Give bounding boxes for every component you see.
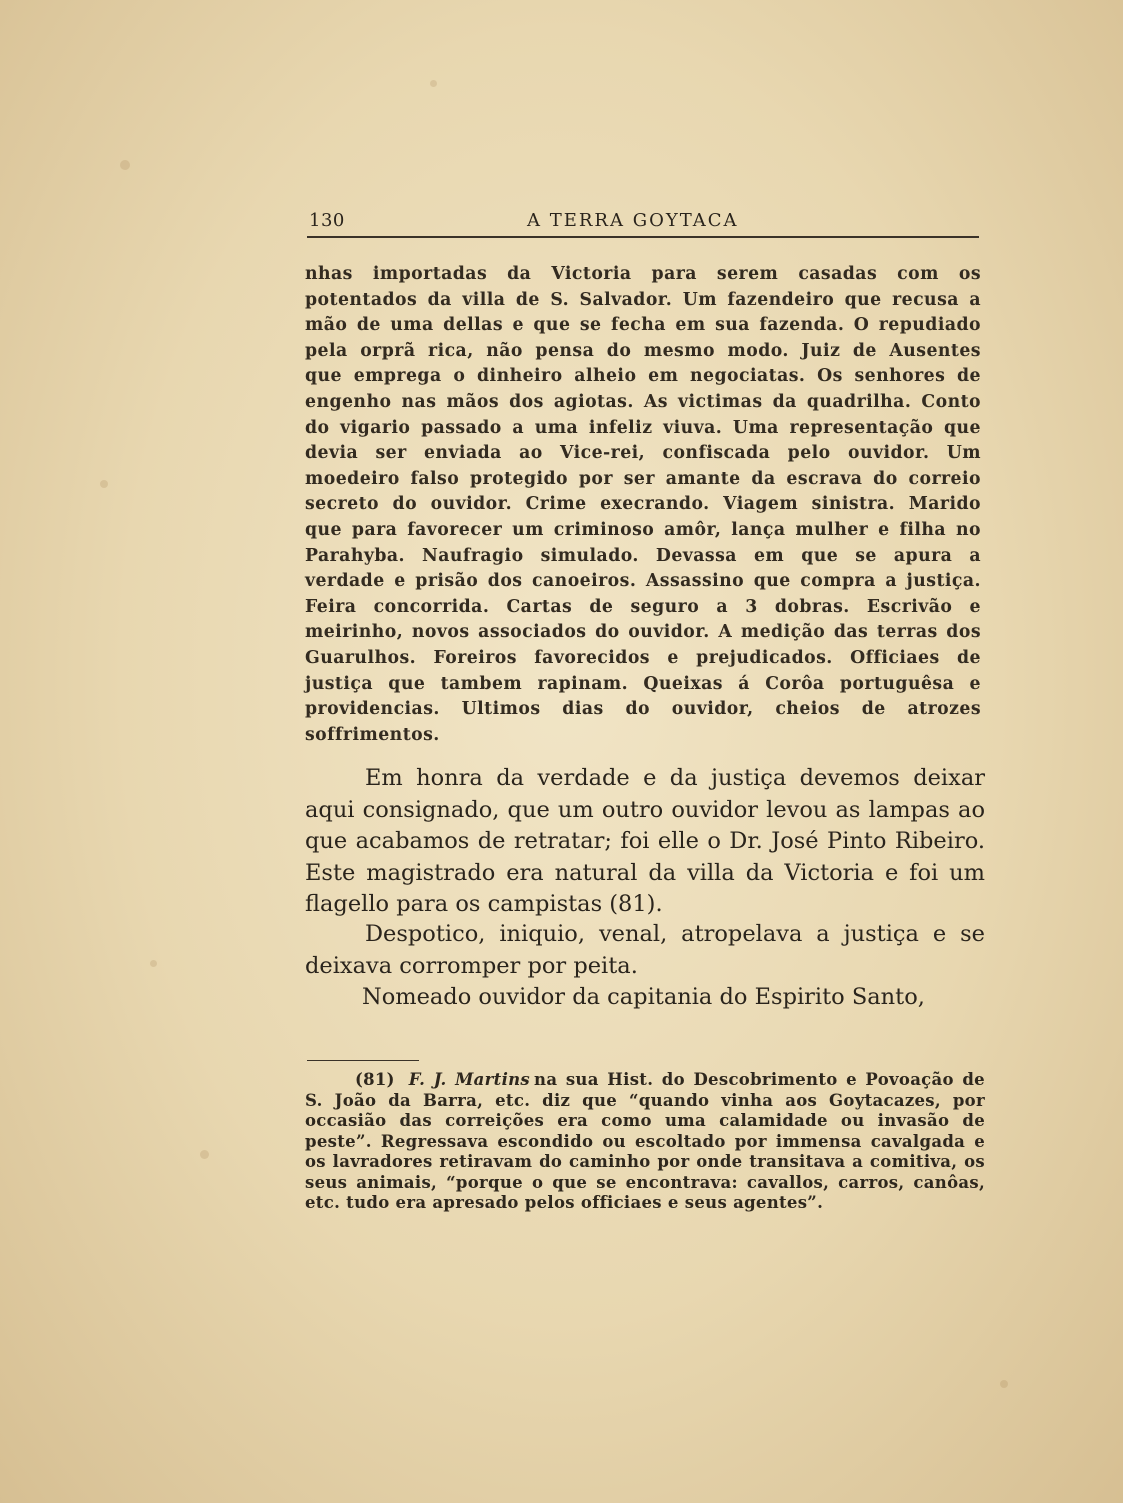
- paper-stain: [430, 80, 437, 87]
- page-number: 130: [309, 210, 345, 231]
- paper-stain: [150, 960, 157, 967]
- footnote-divider: [307, 1060, 419, 1061]
- paper-stain: [1000, 1380, 1008, 1388]
- page-header: [307, 206, 979, 238]
- footnote-text: na sua Hist. do Descobrimento e Povoação de S. João da Barra, etc. diz que “quando vinha aos Goytacazes, por occasião das correições era como uma calamidade ou invasão de peste”. Regressava escondido ou escoltado por immensa cavalgada e os lavradores retiravam do caminho por onde transitava a comitiva, os seus animais, “porque o que se encontrava: cavallos, carros, canôas, etc. tudo era apresado pelos officiaes e seus agentes”.: [305, 1070, 985, 1212]
- paper-stain: [120, 160, 130, 170]
- footnote: [305, 1070, 985, 1214]
- paper-stain: [200, 1150, 209, 1159]
- paper-stain: [100, 480, 108, 488]
- footnote-author: F. J. Martins: [408, 1070, 531, 1089]
- body-paragraph-1: Em honra da verdade e da justiça devemos deixar aqui consignado, que um outro ouvidor levou as lampas ao que acabamos de retratar; foi elle o Dr. José Pinto Ribeiro. Este magistrado era natural da villa da Victoria e foi um flagello para os campistas (81).: [305, 765, 985, 917]
- footnote-marker: (81): [355, 1070, 395, 1089]
- chapter-summary: nhas importadas da Victoria para serem casadas com os potentados da villa de S. Salvador. Um fazendeiro que recusa a mão de uma dellas e que se fecha em sua fazenda. O repudiado pela orprã rica, não pensa do mesmo modo. Juiz de Ausentes que emprega o dinheiro alheio em negociatas. Os senhores de engenho nas mãos dos agiotas. As victimas da quadrilha. Conto do vigario passado a uma infeliz viuva. Uma representação que devia ser enviada ao Vice-rei, confiscada pelo ouvidor. Um moedeiro falso protegido por ser amante da escrava do correio secreto do ouvidor. Crime execrando. Viagem sinistra. Marido que para favorecer um criminoso amôr, lança mulher e filha no Parahyba. Naufragio simulado. Devassa em que se apura a verdade e prisão dos canoeiros. Assassino que compra a justiça. Feira concorrida. Cartas de seguro a 3 dobras. Escrivão e meirinho, novos associados do ouvidor. A medição das terras dos Guarulhos. Foreiros favorecidos e prejudicados. Officiaes de justiça que tambem rapinam. Queixas á Corôa portuguêsa e providencias. Ultimos dias do ouvidor, cheios de atrozes soffrimentos.: [305, 264, 981, 745]
- body-paragraph-2: Despotico, iniquio, venal, atropelava a justiça e se deixava corromper por peita.: [305, 921, 985, 979]
- body-paragraph-3: Nomeado ouvidor da capitania do Espirito Santo,: [362, 984, 925, 1010]
- running-title: A TERRA GOYTACA: [527, 210, 739, 231]
